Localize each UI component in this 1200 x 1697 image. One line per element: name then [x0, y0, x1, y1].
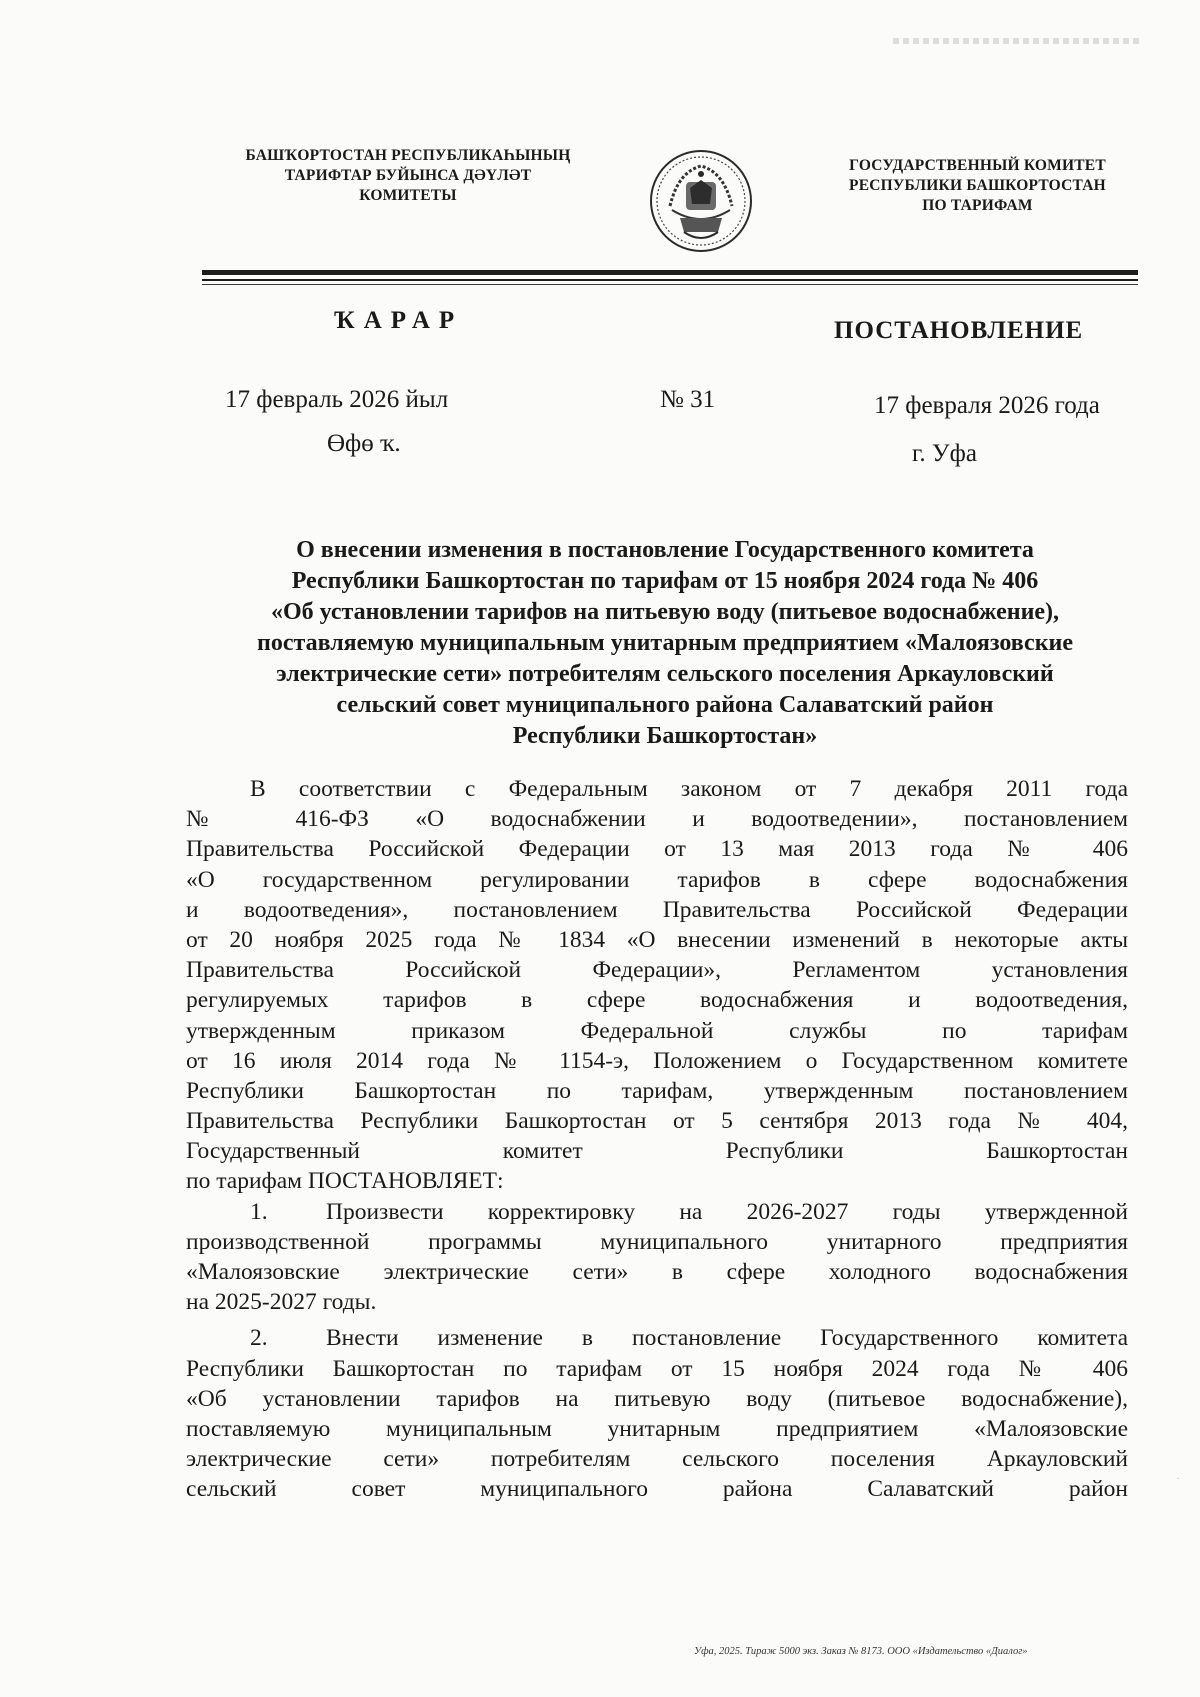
title-line: О внесении изменения в постановление Государственного комитета: [296, 537, 1034, 563]
body-line: [186, 1197, 1128, 1227]
body-line: Правительства Республики Башкортостан от 5 сентября 2013 года № 404,: [186, 1108, 1128, 1135]
date-russian: 17 февраля 2026 года: [874, 392, 1100, 419]
body-line: № 416-ФЗ «О водоснабжении и водоотведении», постановлением: [186, 806, 1128, 833]
body-line: утвержденным приказом Федеральной службы по тарифам: [186, 1017, 1128, 1044]
preamble-paragraph: [186, 774, 1128, 1197]
body-line: Государственный комитет Республики Башкортостан: [186, 1138, 1128, 1165]
header-bashkir-line: КОМИТЕТЫ: [359, 187, 457, 204]
header-russian-line: РЕСПУБЛИКИ БАШКОРТОСТАН: [849, 177, 1106, 194]
body-line: Правительства Российской Федерации от 13 мая 2013 года № 406: [186, 836, 1128, 863]
item-text: Произвести корректировку на 2026-2027 годы утвержденной: [326, 1198, 1128, 1225]
body-line: Республики Башкортостан по тарифам от 15 ноября 2024 года № 406: [186, 1355, 1128, 1382]
document-number: № 31: [660, 386, 716, 413]
header-bashkir: [198, 146, 618, 206]
title-line: «Об установлении тарифов на питьевую воду (питьевое водоснабжение),: [270, 599, 1060, 625]
title-line: Республики Башкортостан по тарифам от 15 ноября 2024 года № 406: [291, 568, 1039, 594]
body-line: от 16 июля 2014 года № 1154-э, Положением о Государственном комитете: [186, 1047, 1128, 1074]
date-bashkir: 17 февраль 2026 йыл: [225, 386, 449, 413]
body-line: Правительства Российской Федерации», Регламентом установления: [186, 957, 1128, 984]
doc-kind-bashkir: ҠАРАР: [334, 307, 464, 334]
place-bashkir: Өфө ҡ.: [327, 430, 401, 457]
body-line: «Об установлении тарифов на питьевую воду (питьевое водоснабжение),: [186, 1385, 1128, 1412]
header-divider: [202, 284, 1138, 285]
body-line: электрические сети» потребителям сельского поселения Аркауловский: [186, 1446, 1128, 1473]
item-number: 1.: [250, 1198, 268, 1225]
title-line: сельский совет муниципального района Салаватский район: [336, 692, 994, 718]
body-line: [186, 1323, 1128, 1353]
body-line: сельский совет муниципального района Салаватский район: [186, 1476, 1128, 1503]
header-divider: [202, 270, 1138, 275]
body-line: «Малоязовские электрические сети» в сфере холодного водоснабжения: [186, 1259, 1128, 1285]
body-line: регулируемых тарифов в сфере водоснабжения и водоотведения,: [186, 987, 1128, 1014]
title-line: Республики Башкортостан»: [512, 723, 818, 749]
header-russian: [820, 156, 1135, 216]
doc-kind-russian: ПОСТАНОВЛЕНИЕ: [834, 317, 1084, 344]
document-title: [190, 535, 1140, 752]
body-line: по тарифам ПОСТАНОВЛЯЕТ:: [186, 1168, 504, 1195]
coat-of-arms-icon: [648, 148, 754, 254]
item-1-paragraph: [186, 1197, 1128, 1318]
header-divider: [202, 279, 1138, 281]
place-russian: г. Уфа: [912, 440, 977, 467]
item-text: Внести изменение в постановление Государственного комитета: [326, 1325, 1128, 1352]
scan-artifact: ·: [1176, 1471, 1180, 1485]
body-line: от 20 ноября 2025 года № 1834 «О внесении изменений в некоторые акты: [186, 926, 1128, 953]
body-line: и водоотведения», постановлением Правительства Российской Федерации: [186, 896, 1128, 923]
title-line: поставляемую муниципальным унитарным предприятием «Малоязовские: [257, 630, 1073, 656]
print-footer: Уфа, 2025. Тираж 5000 экз. Заказ № 8173. ООО «Издательство «Диалог»: [694, 1646, 1028, 1657]
body-line: «О государственном регулировании тарифов в сфере водоснабжения: [186, 866, 1128, 893]
scan-artifact: [893, 38, 1143, 44]
body-line: на 2025-2027 годы.: [186, 1289, 377, 1316]
body-line: Республики Башкортостан по тарифам, утвержденным постановлением: [186, 1077, 1128, 1104]
body-line: В соответствии с Федеральным законом от 7 декабря 2011 года: [250, 776, 1128, 802]
item-2-paragraph: [186, 1323, 1128, 1504]
header-russian-line: ГОСУДАРСТВЕННЫЙ КОМИТЕТ: [849, 157, 1106, 174]
title-line: электрические сети» потребителям сельского поселения Аркауловский: [276, 661, 1054, 687]
body-line: поставляемую муниципальным унитарным предприятием «Малоязовские: [186, 1415, 1128, 1442]
header-russian-line: ПО ТАРИФАМ: [922, 197, 1033, 214]
document-body: [186, 774, 1128, 1505]
header-bashkir-line: БАШҠОРТОСТАН РЕСПУБЛИКАҺЫНЫҢ: [245, 147, 571, 164]
item-number: 2.: [250, 1325, 268, 1352]
body-line: производственной программы муниципального унитарного предприятия: [186, 1228, 1128, 1255]
header-bashkir-line: ТАРИФТАР БУЙЫНСА ДӘҮЛӘТ: [284, 167, 532, 184]
